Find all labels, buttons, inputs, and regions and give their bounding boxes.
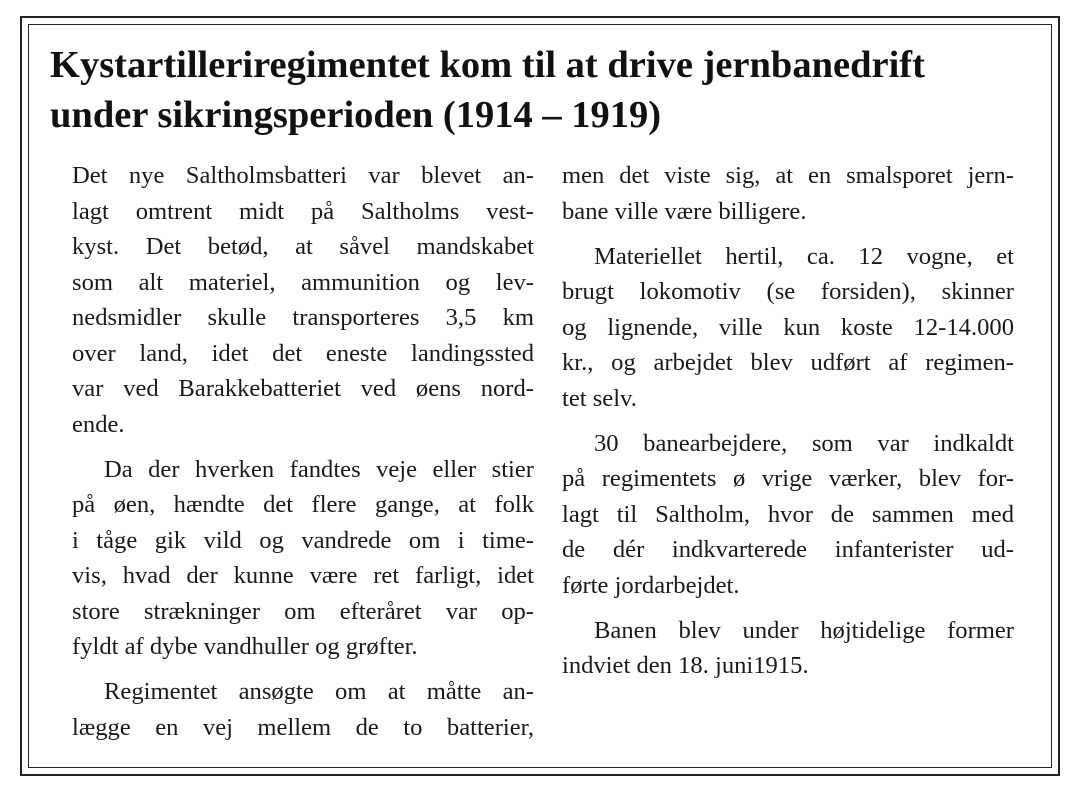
text-line: bane ville være billigere. — [562, 197, 807, 225]
text-line: over land, idet det eneste landingssted — [72, 339, 534, 367]
paragraph — [562, 613, 1014, 684]
text-line: Banen blev under højtidelige former — [594, 616, 1014, 644]
paragraph — [72, 452, 534, 665]
text-line: nedsmidler skulle transporteres 3,5 km — [72, 304, 534, 331]
title-line-2: under sikringsperioden (1914 – 1919) — [50, 94, 662, 136]
text-line: lagt til Saltholm, hvor de sammen med — [562, 500, 1014, 528]
text-line: men det viste sig, at en smalsporet jern- — [562, 162, 1014, 189]
text-line: fyldt af dybe vandhuller og grøfter. — [72, 633, 418, 660]
text-line: kyst. Det betød, at såvel mandskabet — [72, 233, 534, 260]
text-line: var ved Barakkebatteriet ved øens nord- — [72, 375, 534, 402]
text-line: Da der hverken fandtes veje eller stier — [104, 455, 534, 483]
text-line: lagt omtrent midt på Saltholms vest- — [72, 197, 534, 225]
paragraph — [72, 674, 534, 745]
text-line: tet selv. — [562, 384, 637, 412]
article-title — [50, 40, 1040, 140]
text-line: store strækninger om efteråret var op- — [72, 597, 534, 625]
text-line: førte jordarbejdet. — [562, 571, 740, 599]
text-line: i tåge gik vild og vandrede om i time- — [72, 526, 534, 554]
text-line: Det nye Saltholmsbatteri var blevet an- — [72, 162, 534, 189]
text-line: 30 banearbejdere, som var indkaldt — [594, 429, 1014, 457]
title-line-1: Kystartilleriregimentet kom til at drive jernbanedrift — [50, 44, 925, 86]
text-line: på regimentets ø vrige værker, blev for- — [562, 465, 1014, 492]
text-line: brugt lokomotiv (se forsiden), skinner — [562, 278, 1014, 305]
text-line: ende. — [72, 410, 125, 438]
text-line: Materiellet hertil, ca. 12 vogne, et — [594, 242, 1014, 270]
right-column — [562, 158, 1014, 693]
text-line: kr., og arbejdet blev udført af regimen- — [562, 349, 1014, 376]
text-line: Regimentet ansøgte om at måtte an- — [104, 678, 534, 705]
text-line: som alt materiel, ammunition og lev- — [72, 268, 534, 296]
text-line: vis, hvad der kunne være ret farligt, idet — [72, 562, 534, 589]
text-line: de dér indkvarterede infanterister ud- — [562, 536, 1014, 563]
paragraph — [562, 426, 1014, 604]
text-line: indviet den 18. juni1915. — [562, 652, 809, 679]
paragraph — [562, 158, 1014, 229]
text-line: og lignende, ville kun koste 12-14.000 — [562, 313, 1014, 341]
text-line: lægge en vej mellem de to batterier, — [72, 713, 534, 741]
text-line: på øen, hændte det flere gange, at folk — [72, 491, 534, 518]
paragraph — [562, 239, 1014, 417]
paragraph — [72, 158, 534, 442]
left-column — [72, 158, 534, 755]
